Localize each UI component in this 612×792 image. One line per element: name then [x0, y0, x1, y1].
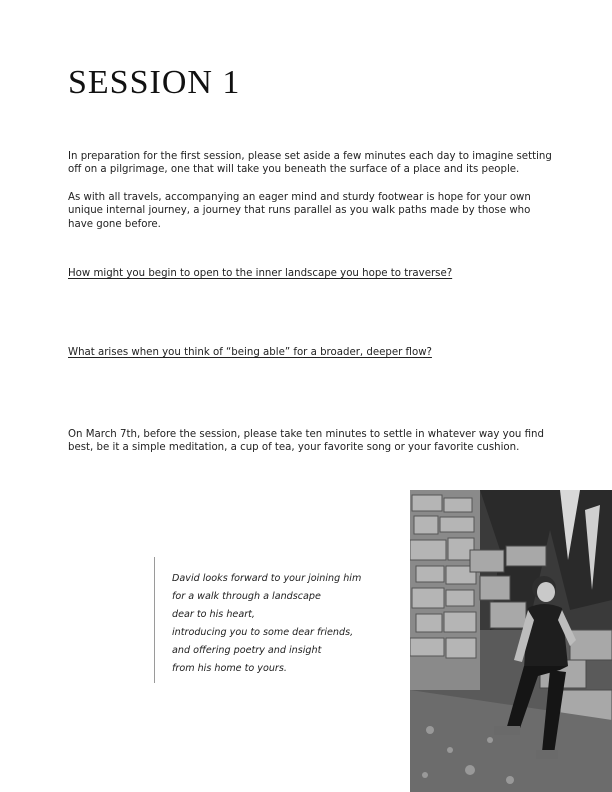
poem-line: introducing you to some dear friends,: [172, 627, 354, 638]
reflection-question-1: How might you begin to open to the inner landscape you hope to traverse?: [68, 268, 453, 279]
intro-paragraph-2: As with all travels, accompanying an eager mind and sturdy footwear is hope for your own unique internal journey, a journey that runs parallel as you walk paths made by those who have gone before.: [68, 192, 531, 230]
portrait-photo: [410, 490, 612, 792]
poem-line: and offering poetry and insight: [172, 645, 322, 656]
reflection-question-2: What arises when you think of “being able” for a broader, deeper flow?: [68, 347, 432, 358]
poem-line: for a walk through a landscape: [172, 591, 321, 602]
poem-line: dear to his heart,: [172, 609, 255, 620]
page-title: SESSION 1: [68, 64, 241, 101]
quote-divider: [154, 557, 155, 683]
poem-line: from his home to yours.: [172, 663, 287, 674]
poem-block: [172, 570, 361, 678]
intro-paragraph-1: In preparation for the first session, please set aside a few minutes each day to imagine setting off on a pilgrimage, one that will take you beneath the surface of a place and its people.: [68, 151, 552, 176]
poem-line: David looks forward to your joining him: [172, 573, 362, 584]
closing-paragraph: On March 7th, before the session, please take ten minutes to settle in whatever way you find best, be it a simple meditation, a cup of tea, your favorite song or your favorite cushion.: [68, 429, 544, 454]
